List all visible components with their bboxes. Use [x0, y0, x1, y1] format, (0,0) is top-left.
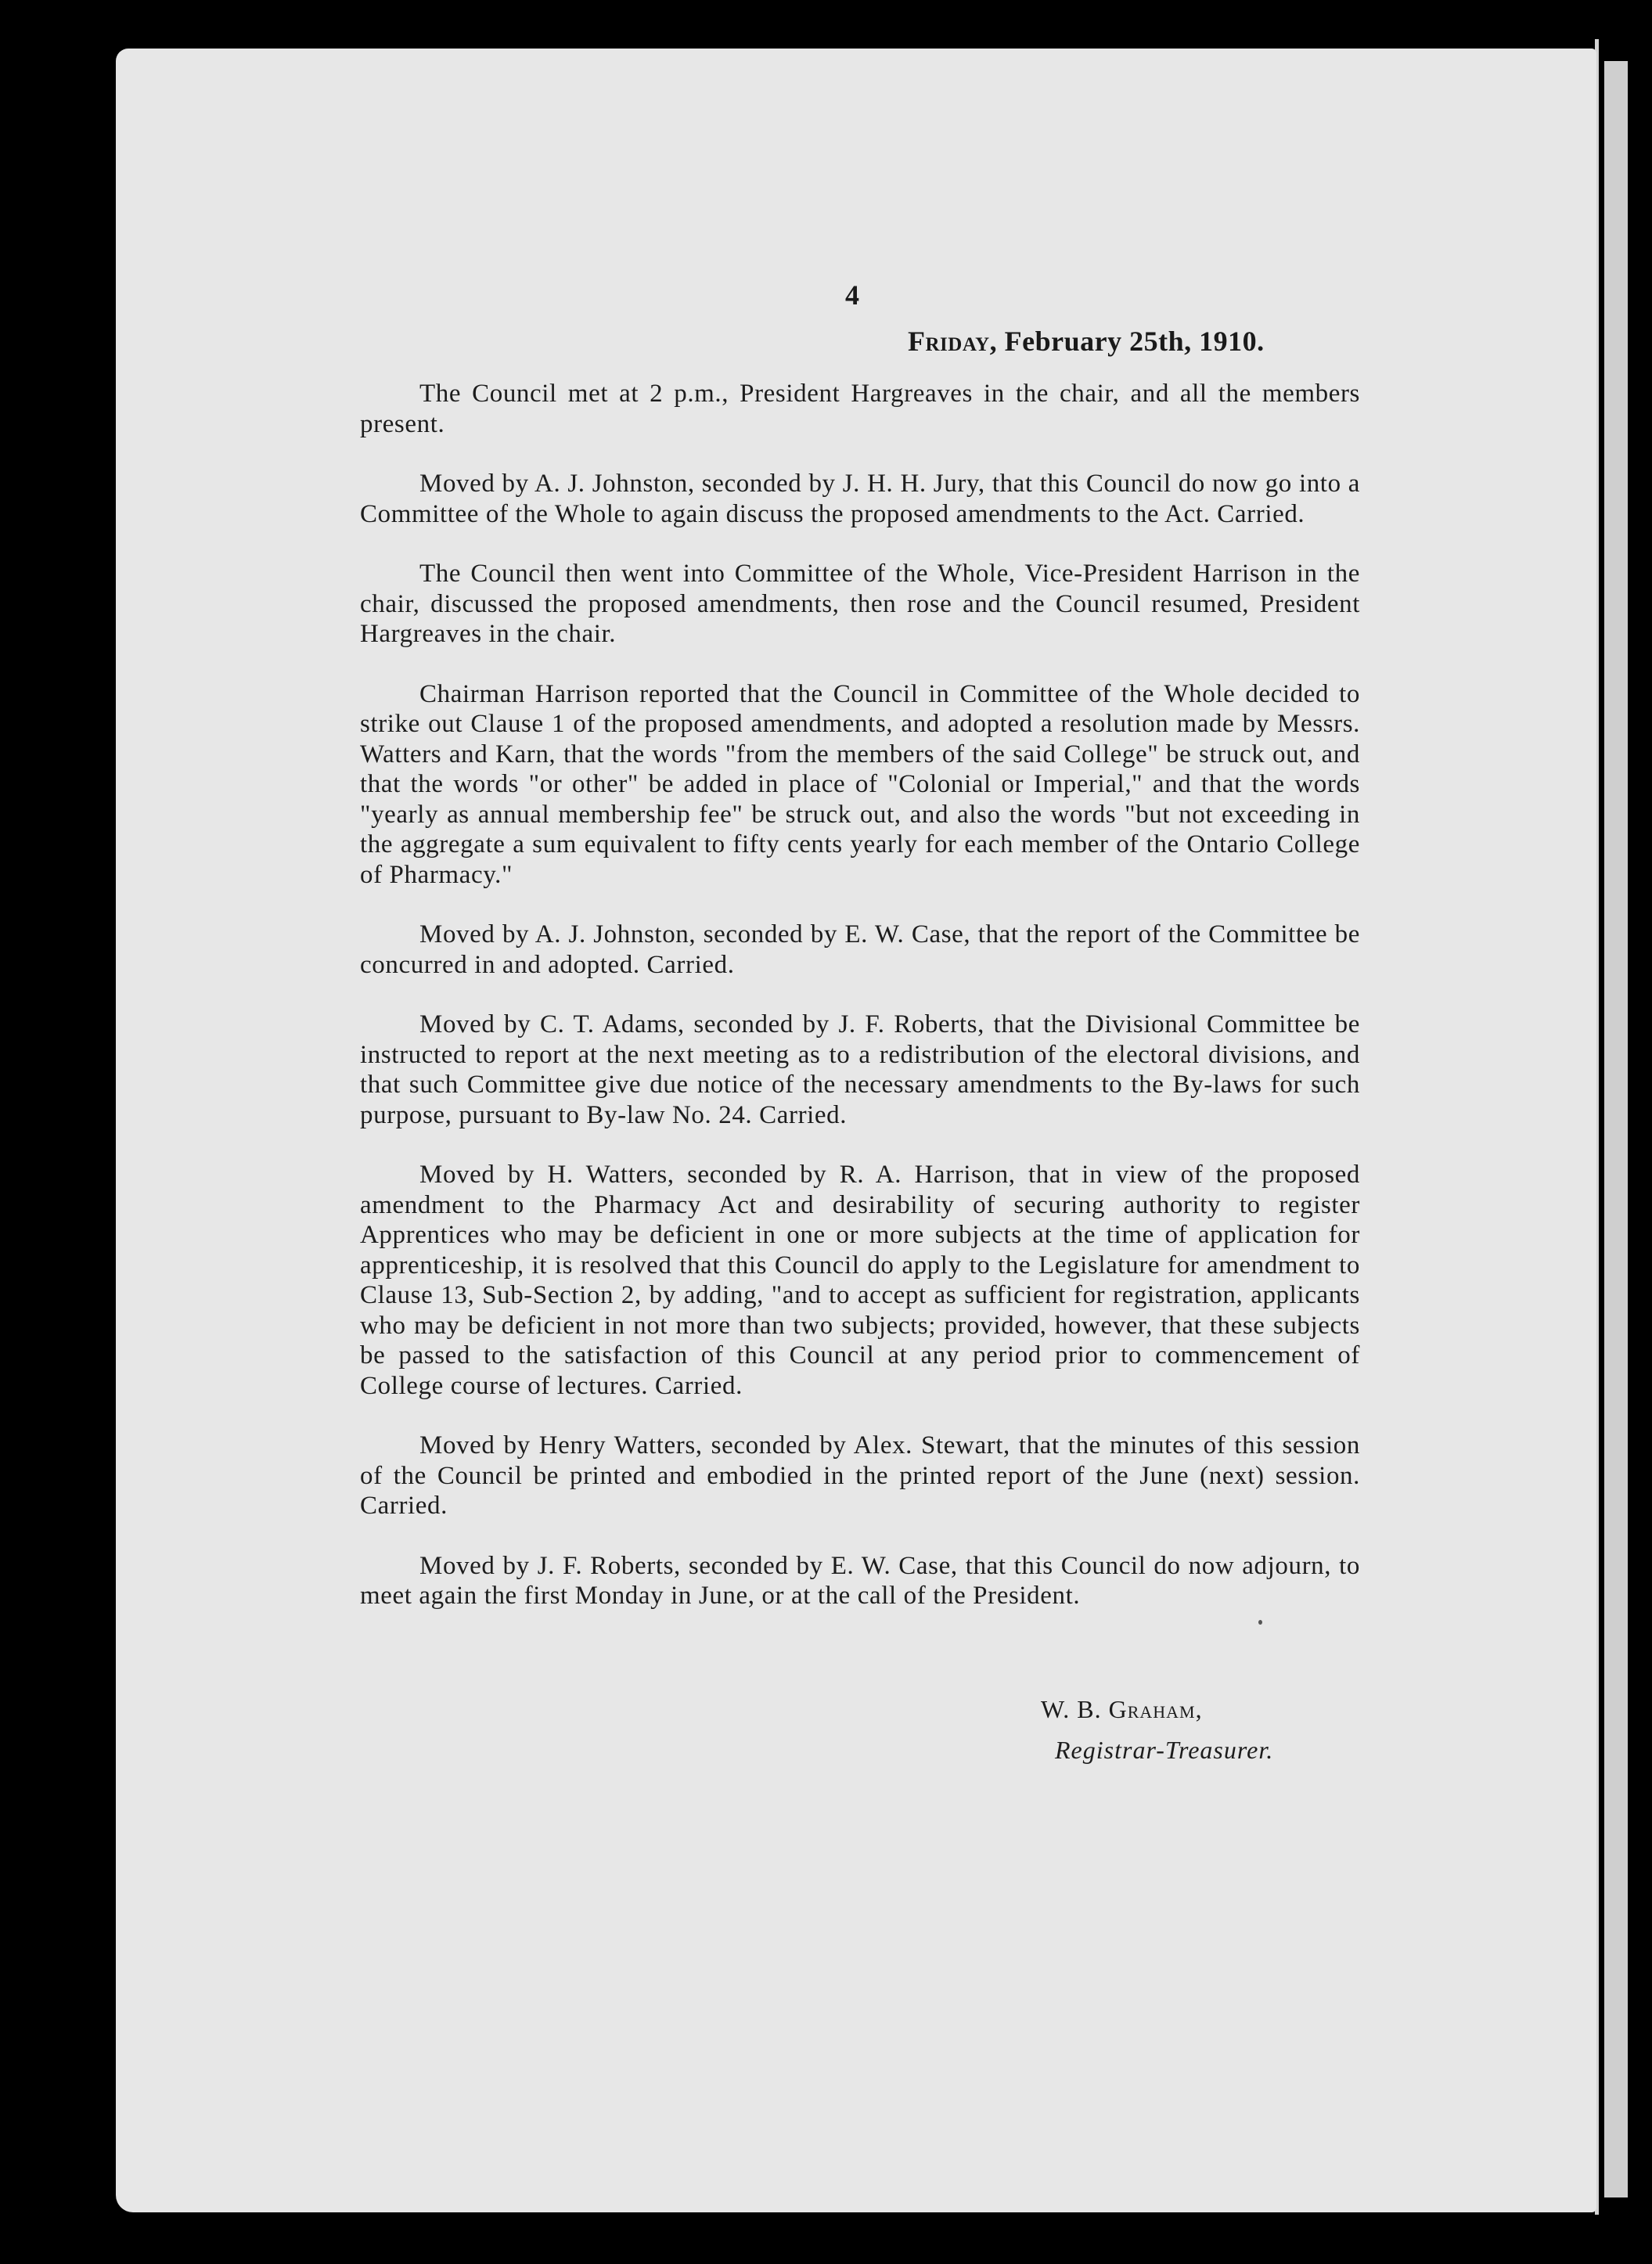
- paragraph-motion-committee: Moved by A. J. Johnston, seconded by J. H. H. Jury, that this Council do now go into a Committee of the Whole to again discuss the proposed amendments to the Act. Carried.: [360, 470, 1360, 528]
- minutes-body: [360, 379, 1360, 1641]
- paragraph-minutes-printed: Moved by Henry Watters, seconded by Alex. Stewart, that the minutes of this session of the Council be printed and embodied in the printed report of the June (next) session. Carried.: [360, 1431, 1360, 1520]
- paragraph-apprentices-amendment: Moved by H. Watters, seconded by R. A. Harrison, that in view of the proposed amendment to the Pharmacy Act and desirability of securing authority to register Apprentices who may be deficient in one or more subjects at the time of application for apprenticeship, it is resolved that this Council do apply to the Legislature for amendment to Clause 13, Sub-Section 2, by adding, "and to accept as sufficient for registration, applicants who may be deficient in not more than two subjects; provided, however, that these subjects be passed to the satisfaction of this Council at any period prior to commencement of College course of lectures. Carried.: [360, 1161, 1360, 1400]
- date-heading: Friday, February 25th, 1910.: [908, 326, 1265, 357]
- facing-page-edge: [1604, 61, 1628, 2197]
- paragraph-chairman-report: Chairman Harrison reported that the Council in Committee of the Whole decided to strike out Clause 1 of the proposed amendments, and adopted a resolution made by Messrs. Watters and Karn, that the words "from the members of the said College" be struck out, and that the words "or other" be added in place of "Colonial or Imperial," and that the words "yearly as annual membership fee" be struck out, and also the words "but not exceeding in the aggregate a sum equivalent to fifty cents yearly for each member of the Ontario College of Pharmacy.": [360, 679, 1360, 889]
- signatory-name: W. B. Graham,: [1041, 1695, 1203, 1723]
- day-label: Friday: [908, 326, 990, 357]
- signatory-title: Registrar-Treasurer.: [1055, 1736, 1274, 1764]
- page-number: 4: [845, 279, 859, 311]
- paragraph-committee-session: The Council then went into Committee of the Whole, Vice-President Harrison in the chair, discussed the proposed amendments, then rose and the Council resumed, President Hargreaves in the chair.: [360, 560, 1360, 648]
- paragraph-meeting-opened: The Council met at 2 p.m., President Hargreaves in the chair, and all the members present.: [360, 380, 1360, 438]
- paragraph-adjourn: Moved by J. F. Roberts, seconded by E. W. Case, that this Council do now adjourn, to meet again the first Monday in June, or at the call of the President.: [360, 1551, 1360, 1610]
- date-label: February 25th, 1910.: [1004, 326, 1265, 357]
- paragraph-divisional-committee: Moved by C. T. Adams, seconded by J. F. Roberts, that the Divisional Committee be instructed to report at the next meeting as to a redistribution of the electoral divisions, and that such Committee give due notice of the necessary amendments to the By-laws for such purpose, pursuant to By-law No. 24. Carried.: [360, 1010, 1360, 1129]
- paragraph-report-adopted: Moved by A. J. Johnston, seconded by E. W. Case, that the report of the Committee be concurred in and adopted. Carried.: [360, 920, 1360, 979]
- signature-block: [1041, 1689, 1273, 1770]
